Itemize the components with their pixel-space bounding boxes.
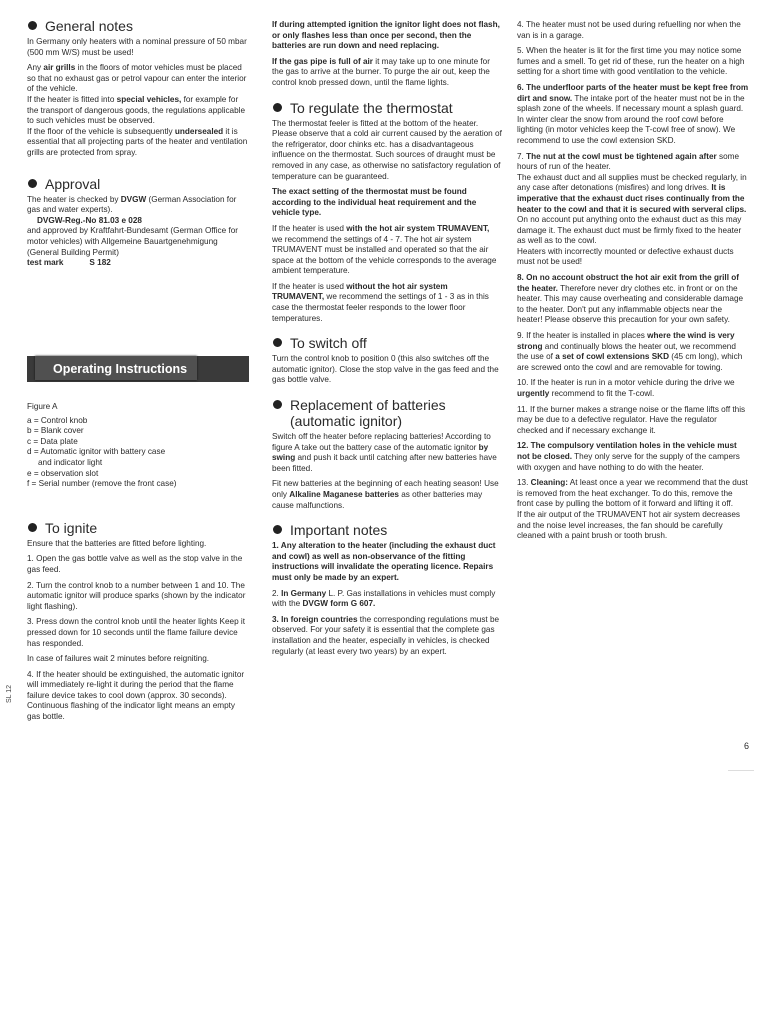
paragraph: Any air grills in the floors of motor vehicles must be placed so that no exhaust gas or petrol vapour can enter the interior of the vehicle. (27, 63, 247, 94)
paragraph: If the floor of the vehicle is subsequently undersealed it is essential that all projecting parts of the heater and ventilation grills are protected from spray. (27, 126, 248, 157)
paragraph: In winter clear the snow from around the roof cowl before lighting (in motor vehicles keep the T-cowl free of snow). We recommend to use the cowl extension SKD. (517, 114, 736, 145)
paragraph: 4. If the heater should be extinguished, the automatic ignitor will immediately re-light it during the period that the flame failure device takes to cool down (approx. 30 seconds). Continuous flashing of the indicator light means an empty gas bottle. (27, 669, 245, 722)
section-heading-ignite (27, 520, 249, 536)
section-heading-thermostat (272, 100, 502, 116)
paragraph: If the heater is fitted into special vehicles, for example for the transport of dangerous goods, the regulations applicable to such vehicles must be observed. (27, 94, 246, 126)
operating-instructions-banner (27, 356, 249, 382)
legend-item: a = Control knob (27, 415, 88, 425)
paragraph: 3. In foreign countries the corresponding regulations must be observed. For your safety it is essential that the complete gas installation and the heater, especially in vehicles, is checked regularly (at least every two years) by an expert. (272, 614, 500, 656)
section-heading-general-notes (27, 18, 249, 34)
paragraph: Heaters with incorrectly mounted or defective exhaust ducts must not be used! (517, 246, 734, 267)
legend-item: f = Serial number (remove the front case) (27, 479, 177, 489)
bullet-icon (273, 400, 282, 409)
section-heading-approval (27, 176, 249, 192)
section-heading-important (272, 522, 502, 538)
paragraph: 6. The underfloor parts of the heater must be kept free from dirt and snow. The intake port of the heater must not be in the splash zone of the wheels. If necessary mount a splash guard. (517, 82, 749, 114)
paragraph: 2. In Germany L. P. Gas installations in vehicles must comply with the DVGW form G 607. (272, 588, 496, 609)
paragraph: If during attempted ignition the ignitor light does not flash, or only flashes less than once per second, then the batteries are run down and need replacing. (272, 20, 500, 51)
divider (728, 770, 754, 771)
section-heading-batteries (272, 397, 502, 429)
heading-text: To ignite (45, 519, 98, 536)
paragraph: If the gas pipe is full of air it may take up to one minute for the gas to arrive at the burner. To purge the air out, keep the control knob pressed down, until the flame lights. (272, 56, 490, 87)
paragraph: 11. If the burner makes a strange noise or the flame lifts off this may be due to a defective regulator. Have the regulator checked and if necessary exchange it. (517, 404, 746, 435)
heading-text: To switch off (290, 335, 367, 352)
figure-title: Figure A (27, 402, 58, 411)
page-number: 6 (744, 741, 750, 751)
heading-text: To regulate the thermostat (290, 99, 453, 116)
paragraph: If the air output of the TRUMAVENT hot air system decreases and the noise level increases, the fan should be carefully cleaned with a paint brush or tooth brush. (517, 509, 740, 541)
test-mark: test mark S 182 (27, 258, 111, 268)
bullet-icon (273, 103, 282, 112)
heading-text: Approval (45, 175, 101, 192)
paragraph: The exact setting of the thermostat must be found according to the individual heat requirement and the vehicle type. (272, 187, 477, 218)
paragraph: 5. When the heater is lit for the first time you may notice some fumes and a smell. To get rid of these, run the heater on a high setting for a short time with good ventilation to the vehicle. (517, 46, 745, 77)
paragraph: In Germany only heaters with a nominal pressure of 50 mbar (500 mm W/S) must be used! (27, 37, 247, 57)
column-middle (272, 20, 502, 662)
paragraph: If the heater is used without the hot air system TRUMAVENT, we recommend the settings of 1 - 3 as in this case the thermostat feeler responds to the lower floor temperatures. (272, 281, 489, 323)
paragraph: The exhaust duct and all supplies must be checked regularly, in any case after detonations (misfires) and long drives. It is imperative that the exhaust duct rises continually from the heater to the cowl and that it is secured with serveral clips. On no account put anything onto the exhaust duct as this may damage it. The exhaust duct must be firmly fixed to the heater as well as to the cowl. (517, 172, 747, 246)
paragraph: and approved by Kraftfahrt-Bundesamt (German Office for motor vehicles) with Allgemeine Bauartgenehmigung (General Building Permit) (27, 226, 239, 257)
legend-item: d = Automatic ignitor with battery case (27, 447, 166, 457)
paragraph: Switch off the heater before replacing batteries! According to figure A take out the battery case of the automatic ignitor by swing and push it back until catching after new batteries have been fitted. (272, 432, 497, 473)
paragraph: Fit new batteries at the beginning of each heating season! Use only Alkaline Maganese batteries as other batteries may cause malfunctions. (272, 479, 499, 510)
column-left (27, 18, 249, 274)
paragraph: The thermostat feeler is fitted at the bottom of the heater. Please observe that a cold air current caused by the aeration of the refrigerator, door chinks etc. has a disadvantageous influence on the thermostat. Such sources of draught must be removed in any case, as otherwise no satisfactory regulation of temperature can be guaranteed. (272, 118, 502, 181)
paragraph: 12. The compulsory ventilation holes in the vehicle must not be closed. They only serve for the supply of the campers with oxygen and have nothing to do with the heater. (517, 441, 740, 472)
paragraph: Ensure that the batteries are fitted before lighting. (27, 538, 207, 548)
section-heading-switch-off (272, 335, 502, 351)
paragraph: 13. Cleaning: At least once a year we recommend that the dust is removed from the heat exchanger. To do this, remove the front case by pulling the bottom of it forward and lifting it off. (517, 478, 748, 509)
paragraph: 1. Any alteration to the heater (including the exhaust duct and cowl) as well as non-observance of the fitting instructions will invalidate the operating licence. Repairs must only be made by an expert. (272, 541, 496, 582)
paragraph: 3. Press down the control knob until the heater lights Keep it pressed down for 10 seconds until the flame failure device has responded. (27, 617, 246, 648)
paragraph: Turn the control knob to position 0 (this also switches off the automatic ignitor). Close the stop valve in the gas feed and the gas bottle valve. (272, 354, 499, 385)
paragraph: 2. Turn the control knob to a number between 1 and 10. The automatic ignitor will produce sparks (shown by the indicator light flashing). (27, 580, 246, 611)
figure-legend (27, 416, 249, 490)
heading-text: Important notes (290, 522, 388, 539)
bullet-icon (28, 179, 37, 188)
legend-item: c = Data plate (27, 436, 78, 446)
legend-item: b = Blank cover (27, 426, 84, 436)
paragraph: If the heater is used with the hot air system TRUMAVENT, we recommend the settings of 4 - 7. The hot air system TRUMAVENT must be installed and operated so that the air space at the bottom of the vehicle corresponds to the average ambient temperature. (272, 223, 497, 276)
paragraph: 1. Open the gas bottle valve as well as the stop valve in the gas feed. (27, 554, 243, 574)
margin-code: SL 12 (6, 684, 13, 703)
legend-item: e = observation slot (27, 468, 99, 478)
paragraph: 8. On no account obstruct the hot air exit from the grill of the heater. Therefore never dry clothes etc. in front or on the heater. This may cause overheating and considerable damage to the heater. Don't put any inflammable objects near the heater! Please observe this precaution for your own safety. (517, 273, 744, 325)
column-right (517, 20, 749, 547)
paragraph: In case of failures wait 2 minutes before reigniting. (27, 654, 210, 664)
bullet-icon (28, 21, 37, 30)
paragraph: The heater is checked by DVGW (German Association for gas and water experts). (27, 194, 237, 215)
bullet-icon (273, 338, 282, 347)
bullet-icon (28, 523, 37, 532)
paragraph: 9. If the heater is installed in places where the wind is very strong and continually blows the heater out, we recommend the use of a set of cowl extensions SKD (45 cm long), which are screwed onto the cowl and are removable for towing. (517, 331, 743, 372)
paragraph: 4. The heater must not be used during refuelling nor when the van is in a garage. (517, 20, 741, 40)
banner-title: Operating Instructions (35, 356, 197, 380)
heading-text: General notes (45, 18, 133, 34)
heading-text: Replacement of batteries (automatic ignitor) (290, 397, 446, 430)
bullet-icon (273, 525, 282, 534)
column-left-lower (27, 402, 249, 728)
registration-number: DVGW-Reg.-No 81.03 e 028 (37, 215, 142, 225)
paragraph: 10. If the heater is run in a motor vehicle during the drive we urgently recommend to fit the T-cowl. (517, 378, 735, 398)
legend-item: and indicator light (38, 457, 103, 467)
paragraph: 7. The nut at the cowl must be tightened again after some hours of run of the heater. (517, 151, 740, 172)
